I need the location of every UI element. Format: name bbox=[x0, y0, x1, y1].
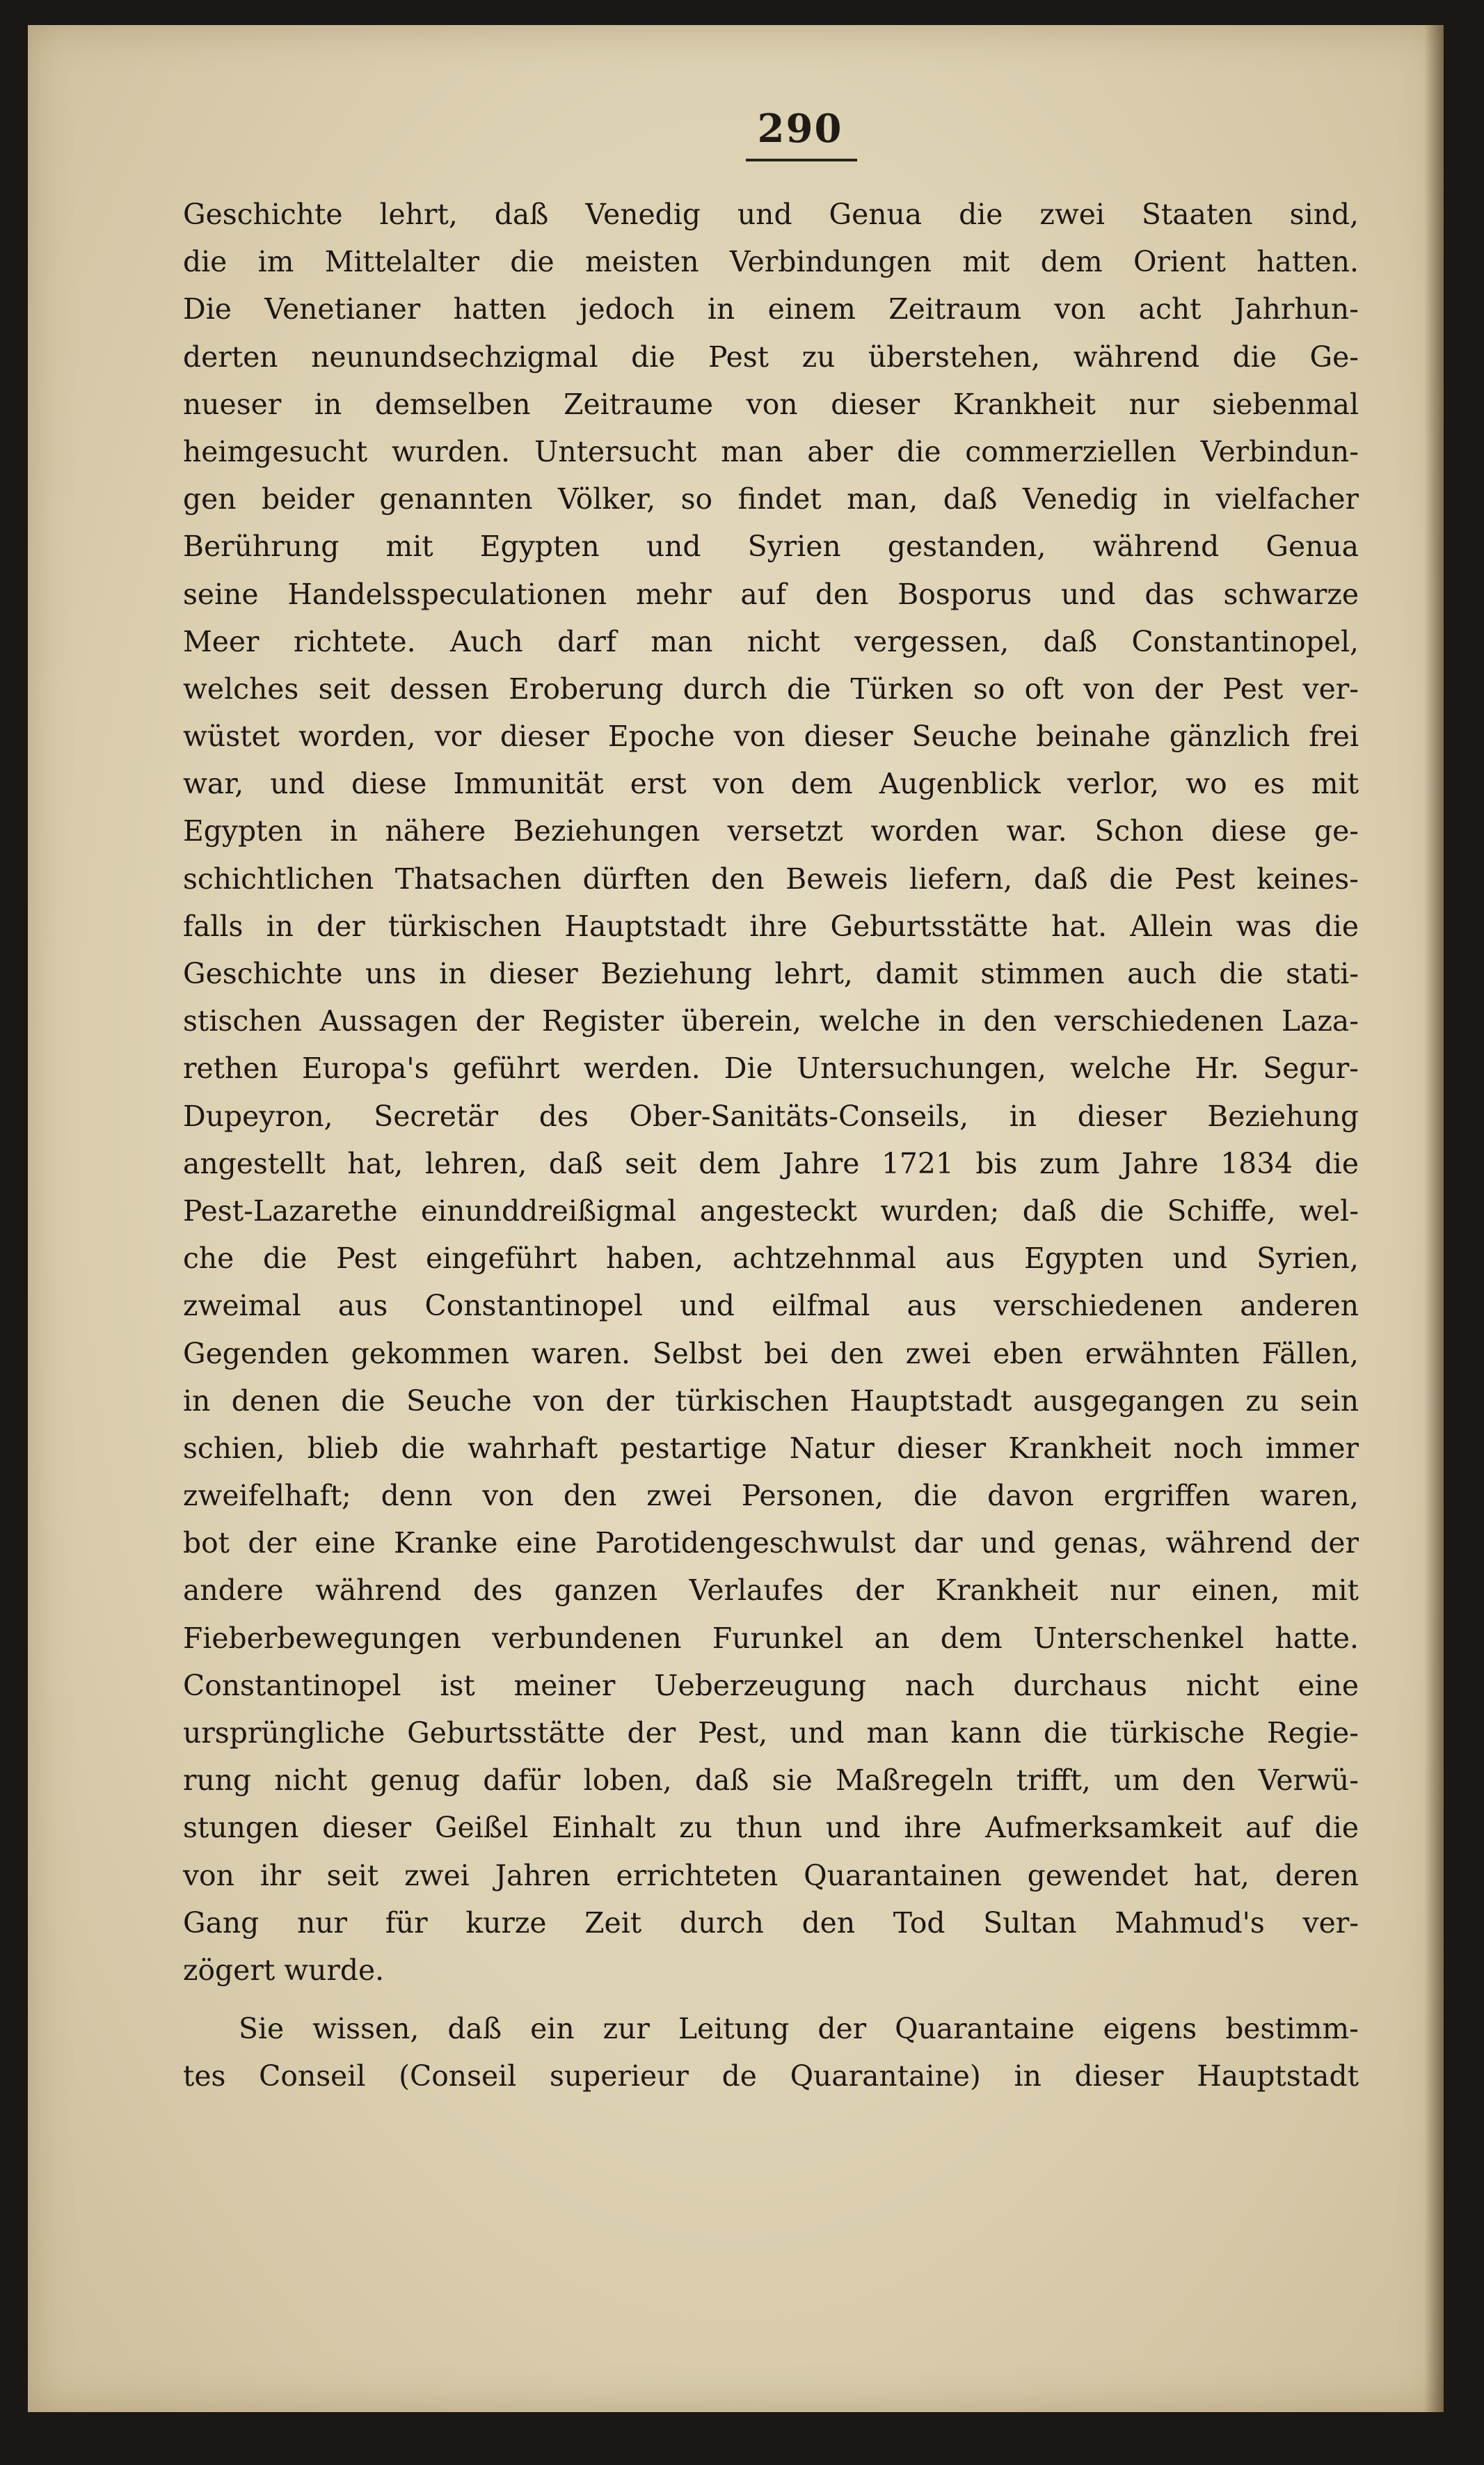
text-line: andere während des ganzen Verlaufes der Krankheit nur einen, mit bbox=[183, 1574, 1359, 1608]
text-line: falls in der türkischen Hauptstadt ihre Geburtsstätte hat. Allein was die bbox=[183, 909, 1359, 943]
text-line: Geschichte uns in dieser Beziehung lehrt, damit stimmen auch die stati- bbox=[183, 957, 1359, 990]
text-line: ursprüngliche Geburtsstätte der Pest, und man kann die türkische Regie- bbox=[183, 1716, 1359, 1750]
text-line: derten neunundsechzigmal die Pest zu überstehen, während die Ge- bbox=[183, 340, 1359, 374]
text-line: die im Mittelalter die meisten Verbindungen mit dem Orient hatten. bbox=[183, 245, 1359, 279]
paragraph-gap bbox=[183, 1994, 1359, 2005]
page-gutter-shadow bbox=[1424, 25, 1444, 2412]
text-line: che die Pest eingeführt haben, achtzehnmal aus Egypten und Syrien, bbox=[183, 1242, 1359, 1276]
text-line: Egypten in nähere Beziehungen versetzt worden war. Schon diese ge- bbox=[183, 814, 1359, 848]
text-line: angestellt hat, lehren, daß seit dem Jahre 1721 bis zum Jahre 1834 die bbox=[183, 1146, 1359, 1180]
text-line: nueser in demselben Zeitraume von dieser Krankheit nur siebenmal bbox=[183, 387, 1359, 421]
page-number-rule bbox=[746, 159, 857, 161]
text-line: Meer richtete. Auch darf man nicht vergessen, daß Constantinopel, bbox=[183, 624, 1359, 658]
text-line: Dupeyron, Secretär des Ober-Sanitäts-Conseils, in dieser Beziehung bbox=[183, 1099, 1359, 1133]
text-line: gen beider genannten Völker, so findet man, daß Venedig in vielfacher bbox=[183, 482, 1359, 516]
text-line: zögert wurde. bbox=[183, 1953, 385, 1987]
text-line: tes Conseil (Conseil superieur de Quarantaine) in dieser Hauptstadt bbox=[183, 2059, 1359, 2093]
text-line: seine Handelsspeculationen mehr auf den Bosporus und das schwarze bbox=[183, 577, 1359, 611]
text-line: stischen Aussagen der Register überein, welche in den verschiedenen Laza- bbox=[183, 1004, 1359, 1038]
text-line: zweifelhaft; denn von den zwei Personen, die davon ergriffen waren, bbox=[183, 1479, 1359, 1513]
text-line: rung nicht genug dafür loben, daß sie Maßregeln trifft, um den Verwü- bbox=[183, 1763, 1359, 1798]
text-line: rethen Europa's geführt werden. Die Untersuchungen, welche Hr. Segur- bbox=[183, 1052, 1359, 1086]
text-line: Pest-Lazarethe einunddreißigmal angesteckt wurden; daß die Schiffe, wel- bbox=[183, 1194, 1359, 1228]
text-line: Berührung mit Egypten und Syrien gestanden, während Genua bbox=[183, 530, 1359, 564]
body-text bbox=[183, 191, 1359, 2100]
page-number: 290 bbox=[757, 106, 843, 152]
text-line: welches seit dessen Eroberung durch die Türken so oft von der Pest ver- bbox=[183, 672, 1359, 706]
text-line: Gang nur für kurze Zeit durch den Tod Sultan Mahmud's ver- bbox=[183, 1905, 1359, 1940]
text-line: stungen dieser Geißel Einhalt zu thun und ihre Aufmerksamkeit auf die bbox=[183, 1811, 1359, 1845]
text-line: in denen die Seuche von der türkischen Hauptstadt ausgegangen zu sein bbox=[183, 1384, 1359, 1418]
text-line: Sie wissen, daß ein zur Leitung der Quarantaine eigens bestimm- bbox=[239, 2012, 1359, 2046]
text-line: Geschichte lehrt, daß Venedig und Genua die zwei Staaten sind, bbox=[183, 198, 1359, 231]
text-line: Die Venetianer hatten jedoch in einem Zeitraum von acht Jahrhun- bbox=[183, 292, 1359, 326]
text-line: bot der eine Kranke eine Parotidengeschwulst dar und genas, während der bbox=[183, 1526, 1359, 1560]
text-line: war, und diese Immunität erst von dem Augenblick verlor, wo es mit bbox=[183, 767, 1359, 801]
text-line: von ihr seit zwei Jahren errichteten Quarantainen gewendet hat, deren bbox=[183, 1858, 1359, 1892]
text-line: schien, blieb die wahrhaft pestartige Natur dieser Krankheit noch immer bbox=[183, 1431, 1359, 1465]
text-line: wüstet worden, vor dieser Epoche von dieser Seuche beinahe gänzlich frei bbox=[183, 720, 1359, 754]
text-line: schichtlichen Thatsachen dürften den Beweis liefern, daß die Pest keines- bbox=[183, 862, 1359, 896]
text-line: zweimal aus Constantinopel und eilfmal aus verschiedenen anderen bbox=[183, 1289, 1359, 1323]
text-line: heimgesucht wurden. Untersucht man aber die commerziellen Verbindun- bbox=[183, 434, 1359, 468]
text-line: Constantinopel ist meiner Ueberzeugung nach durchaus nicht eine bbox=[183, 1668, 1359, 1702]
text-line: Fieberbewegungen verbundenen Furunkel an dem Unterschenkel hatte. bbox=[183, 1621, 1359, 1655]
text-line: Gegenden gekommen waren. Selbst bei den zwei eben erwähnten Fällen, bbox=[183, 1336, 1359, 1370]
